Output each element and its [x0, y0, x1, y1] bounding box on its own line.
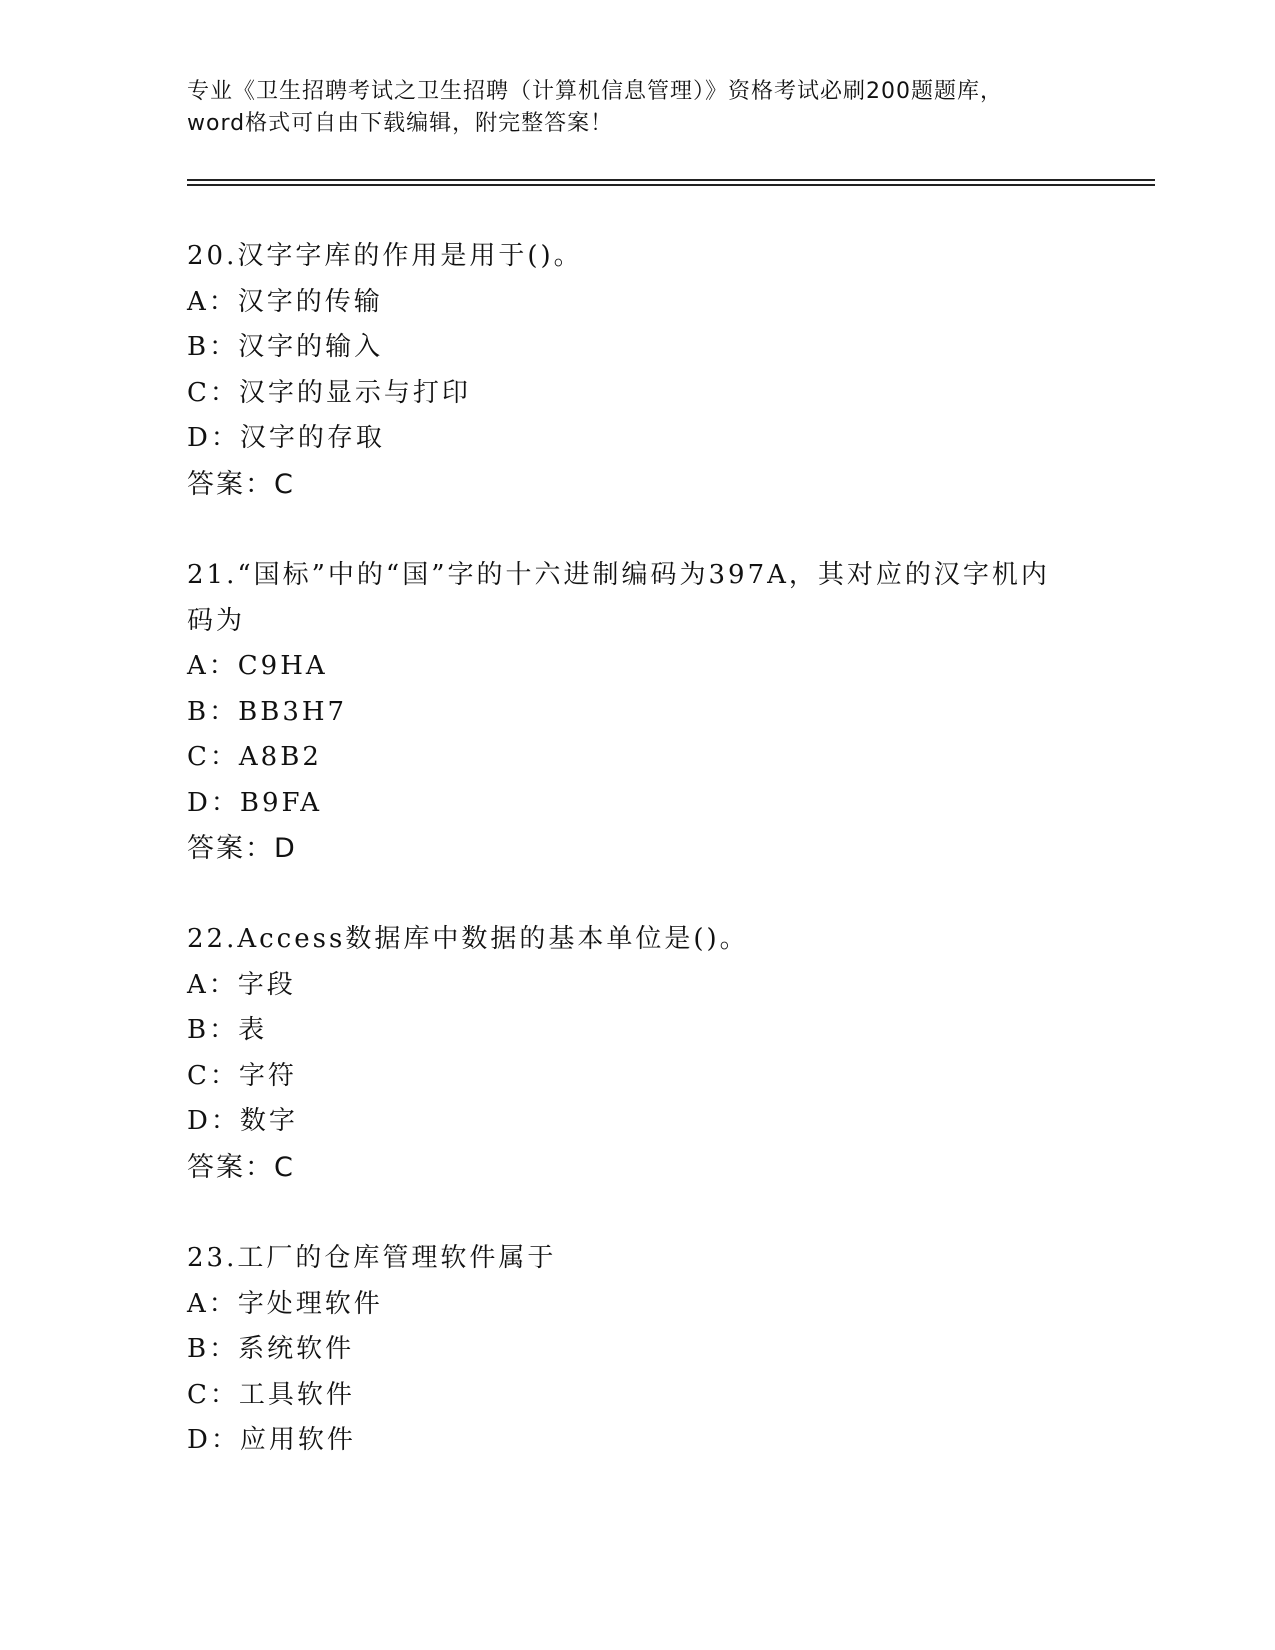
option-c: C：汉字的显示与打印: [187, 377, 471, 408]
question-20: [187, 234, 1087, 507]
option-d: D：数字: [187, 1106, 298, 1136]
option-b: B：表: [187, 1015, 268, 1045]
option-c: C：工具软件: [187, 1379, 355, 1410]
option-d: D：应用软件: [187, 1425, 356, 1455]
document-header: [187, 76, 1087, 140]
header-line-2: word格式可自由下载编辑，附完整答案！: [187, 111, 614, 136]
header-line-1: 专业《卫生招聘考试之卫生招聘（计算机信息管理）》资格考试必刷200题题库，: [187, 79, 1003, 104]
option-c: C：字符: [187, 1060, 297, 1091]
question-21: [187, 553, 1087, 872]
option-b: B：系统软件: [187, 1334, 355, 1364]
question-23: [187, 1236, 1087, 1464]
question-22: [187, 917, 1087, 1190]
option-a: A：字处理软件: [187, 1288, 383, 1319]
option-d: D：B9FA: [187, 787, 323, 818]
question-stem: 22.Access数据库中数据的基本单位是()。: [187, 924, 749, 954]
question-stem-line-2: 码为: [187, 605, 246, 636]
option-a: A：汉字的传输: [187, 286, 383, 317]
header-divider-bottom: [187, 184, 1155, 186]
question-stem: 20.汉字字库的作用是用于()。: [187, 241, 583, 271]
option-c: C：A8B2: [187, 742, 322, 772]
option-a: A：C9HA: [187, 651, 328, 681]
option-d: D：汉字的存取: [187, 423, 385, 453]
question-stem-line-1: 21.“国标”中的“国”字的十六进制编码为397A，其对应的汉字机内: [187, 560, 1050, 590]
question-stem: 23.工厂的仓库管理软件属于: [187, 1243, 557, 1273]
answer: 答案：D: [187, 833, 297, 864]
header-divider-top: [187, 179, 1155, 181]
option-b: B：汉字的输入: [187, 332, 384, 362]
answer: 答案：C: [187, 468, 295, 500]
option-a: A：字段: [187, 969, 296, 1000]
answer: 答案：C: [187, 1151, 295, 1183]
option-b: B：BB3H7: [187, 696, 348, 727]
